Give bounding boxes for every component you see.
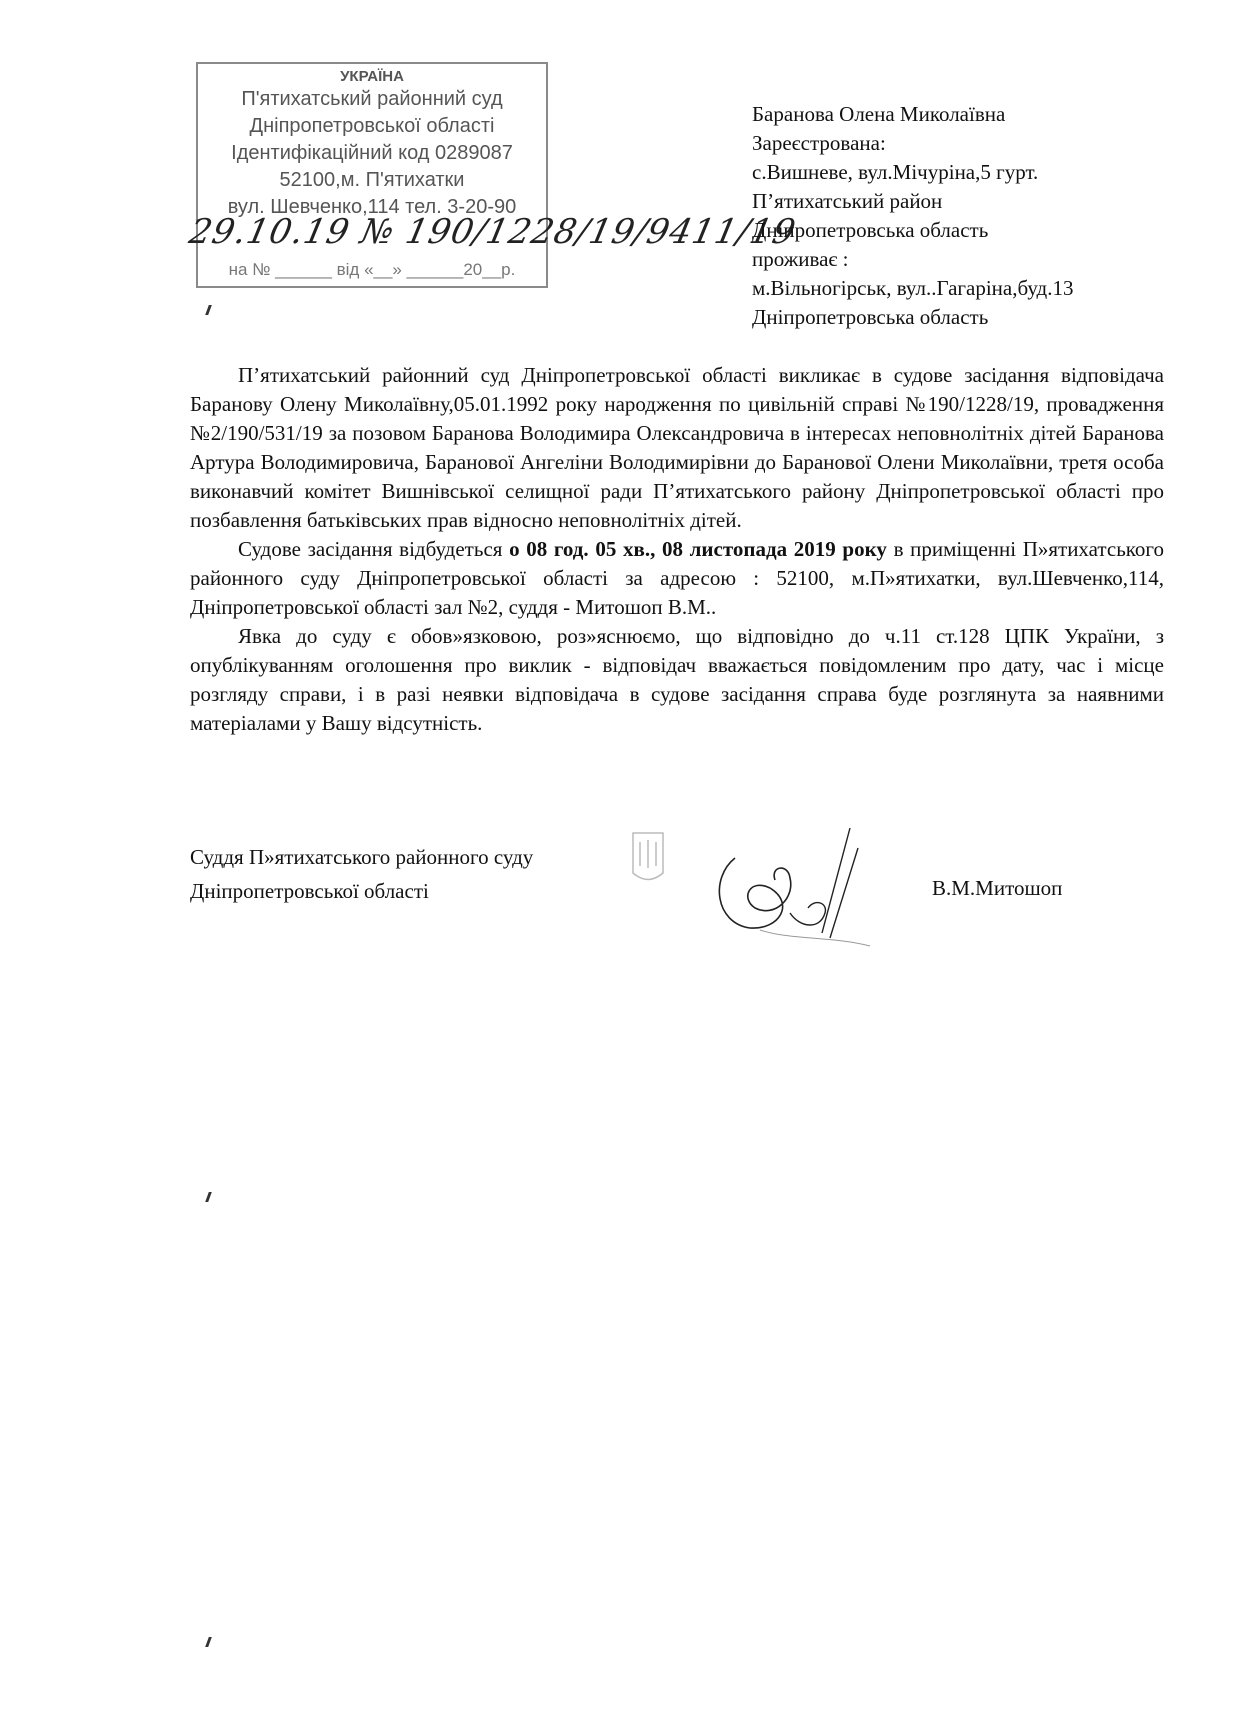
summons-paragraph-1: П’ятихатський районний суд Дніпропетровської області викликає в судове засідання відповідача Баранову Олену Миколаївну,05.01.1992 року народження по цивільній справі №190/1228/19, провадження №2/190/531/19 за позовом Баранова Володимира Олександровича в інтересах неповнолітніх дітей Баранова Артура Володимировича, Баранової Ангеліни Володимирівни до Баранової Олени Миколаївни, третя особа виконавчий комітет Вишнівської селищної ради П’ятихатського району Дніпропетровської області про позбавлення батьківських прав відносно неповнолітніх дітей. xyxy=(190,363,1164,532)
addressee-line: Зареєстрована: xyxy=(752,131,886,155)
addressee-line: м.Вільногірськ, вул..Гагаріна,буд.13 xyxy=(752,276,1074,300)
trident-seal-icon xyxy=(628,828,668,888)
handwritten-outgoing-number: 29.10.19 № 190/1228/19/9411/19 xyxy=(185,212,800,252)
judge-title-line-2: Дніпропетровської області xyxy=(190,879,429,903)
addressee-line: П’ятихатський район xyxy=(752,189,943,213)
stamp-city: 52100,м. П'ятихатки xyxy=(279,169,465,191)
court-stamp xyxy=(196,62,548,288)
scan-artifact xyxy=(205,305,212,315)
addressee-block xyxy=(752,100,1192,332)
stamp-id-code: Ідентифікаційний код 0289087 xyxy=(231,142,513,164)
stamp-court-name: П'ятихатський районний суд xyxy=(241,88,503,110)
stamp-street: вул. Шевченко,114 тел. 3-20-90 xyxy=(227,196,517,218)
stamp-region: Дніпропетровської області xyxy=(249,115,495,137)
hearing-text-before: Судове засідання відбудеться xyxy=(238,537,510,561)
judge-title xyxy=(190,840,533,908)
hearing-text-after: в приміщенні П»ятихатського районного суду Дніпропетровської області за адресою : 52100, м.П»ятихатки, вул.Шевченко,114, Дніпропетровської області зал №2, суддя - Митошоп В.М.. xyxy=(190,537,1164,619)
stamp-registration-line: на № ______ від «__» ______20__р. xyxy=(228,260,516,279)
scan-artifact xyxy=(205,1192,212,1202)
judge-title-line-1: Суддя П»ятихатського районного суду xyxy=(190,845,534,869)
addressee-line: проживає : xyxy=(752,247,849,271)
addressee-line: Дніпропетровська область xyxy=(752,305,989,329)
summons-body xyxy=(190,361,1164,738)
hearing-datetime: о 08 год. 05 хв., 08 листопада 2019 року xyxy=(509,537,887,561)
scan-artifact xyxy=(205,1637,212,1647)
summons-paragraph-3: Явка до суду є обов»язковою, роз»яснюємо, що відповідно до ч.11 ст.128 ЦПК України, з опублікуванням оголошення про виклик - відповідач вважається повідомленим про дату, час і місце розгляду справи, і в разі неявки відповідача в судове засідання справа буде розглянута за наявними матеріалами у Вашу відсутність. xyxy=(190,624,1164,735)
stamp-country: УКРАЇНА xyxy=(340,68,404,85)
addressee-line: Баранова Олена Миколаївна xyxy=(752,102,1006,126)
summons-paragraph-2 xyxy=(190,535,1164,622)
addressee-line: с.Вишневе, вул.Мічуріна,5 гурт. xyxy=(752,160,1039,184)
addressee-line: Дніпропетровська область xyxy=(752,218,989,242)
judge-signature-icon xyxy=(700,818,880,958)
judge-name: В.М.Митошоп xyxy=(932,876,1063,900)
